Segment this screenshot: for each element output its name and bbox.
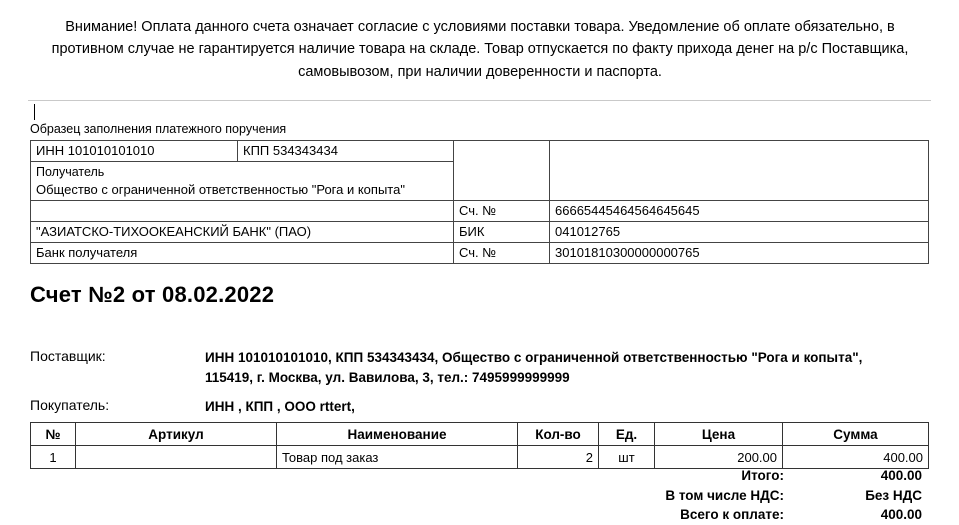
recipient-label: Получатель xyxy=(36,165,105,179)
table-row xyxy=(31,243,929,264)
bank-details-table xyxy=(30,140,929,264)
notice-divider xyxy=(28,100,931,101)
header-num: № xyxy=(31,423,76,446)
account-value-1: 66665445464564645645 xyxy=(550,201,929,222)
supplier-value-line2: 115419, г. Москва, ул. Вавилова, 3, тел.: 7495999999999 xyxy=(205,370,570,386)
cell-name: Товар под заказ xyxy=(277,446,518,469)
totals-block xyxy=(500,466,930,525)
recipient-cell xyxy=(31,162,454,201)
cell-price: 200.00 xyxy=(655,446,783,469)
text-cursor xyxy=(34,104,35,120)
recipient-tail-cell xyxy=(31,201,454,222)
bank-label-cell: Банк получателя xyxy=(31,243,454,264)
buyer-label: Покупатель: xyxy=(30,396,110,413)
cell-num: 1 xyxy=(31,446,76,469)
parties-block xyxy=(30,348,930,425)
bik-label: БИК xyxy=(454,222,550,243)
sample-payment-order-label: Образец заполнения платежного поручения xyxy=(30,122,287,136)
empty-cell-right xyxy=(550,141,929,201)
buyer-row xyxy=(30,397,930,417)
table-row xyxy=(31,141,929,162)
kpp-cell: КПП 534343434 xyxy=(238,141,454,162)
total-label-grand: Всего к оплате: xyxy=(680,507,784,523)
items-table xyxy=(30,422,929,469)
buyer-value: ИНН , КПП , ООО rttert, xyxy=(205,398,355,414)
invoice-title: Счет №2 от 08.02.2022 xyxy=(30,282,275,307)
items-header-row xyxy=(31,423,929,446)
header-name: Наименование xyxy=(277,423,518,446)
cell-article xyxy=(76,446,277,469)
inn-cell: ИНН 101010101010 xyxy=(31,141,238,162)
bik-value: 041012765 xyxy=(550,222,929,243)
total-value-grand: 400.00 xyxy=(880,507,922,523)
payment-notice: Внимание! Оплата данного счета означает согласие с условиями поставки товара. Уведомление об оплате обязательно, в противном случае не гарантируется наличие товара на складе. Товар отпускается по факту прихода денег на р/с Поставщика, самовывозом, при наличии доверенности и паспорта. xyxy=(51,19,909,80)
empty-cell-left xyxy=(454,141,550,201)
cell-unit: шт xyxy=(599,446,655,469)
account-label-2: Сч. № xyxy=(454,243,550,264)
header-sum: Сумма xyxy=(783,423,929,446)
supplier-row xyxy=(30,348,930,389)
total-row-itogo xyxy=(500,466,930,486)
cell-qty: 2 xyxy=(518,446,599,469)
total-row-grand xyxy=(500,505,930,525)
supplier-value-line1: ИНН 101010101010, КПП 534343434, Общество с ограниченной ответственностью "Рога и копыта", xyxy=(205,350,863,365)
supplier-label: Поставщик: xyxy=(30,348,106,364)
table-row xyxy=(31,222,929,243)
cell-sum: 400.00 xyxy=(783,446,929,469)
header-price: Цена xyxy=(655,423,783,446)
bank-name-cell: "АЗИАТСКО-ТИХООКЕАНСКИЙ БАНК" (ПАО) xyxy=(31,222,454,243)
recipient-name: Общество с ограниченной ответственностью "Рога и копыта" xyxy=(36,181,405,197)
table-row xyxy=(31,201,929,222)
account-value-2: 30101810300000000765 xyxy=(550,243,929,264)
supplier-value xyxy=(205,348,862,389)
account-label-1: Сч. № xyxy=(454,201,550,222)
total-label-nds: В том числе НДС: xyxy=(665,487,784,503)
header-article: Артикул xyxy=(76,423,277,446)
total-value-nds: Без НДС xyxy=(865,487,922,503)
items-table-head xyxy=(31,423,929,446)
header-unit: Ед. xyxy=(599,423,655,446)
total-value-itogo: 400.00 xyxy=(880,468,922,483)
header-qty: Кол-во xyxy=(518,423,599,446)
total-label-itogo: Итого: xyxy=(741,468,784,483)
total-row-nds xyxy=(500,486,930,506)
